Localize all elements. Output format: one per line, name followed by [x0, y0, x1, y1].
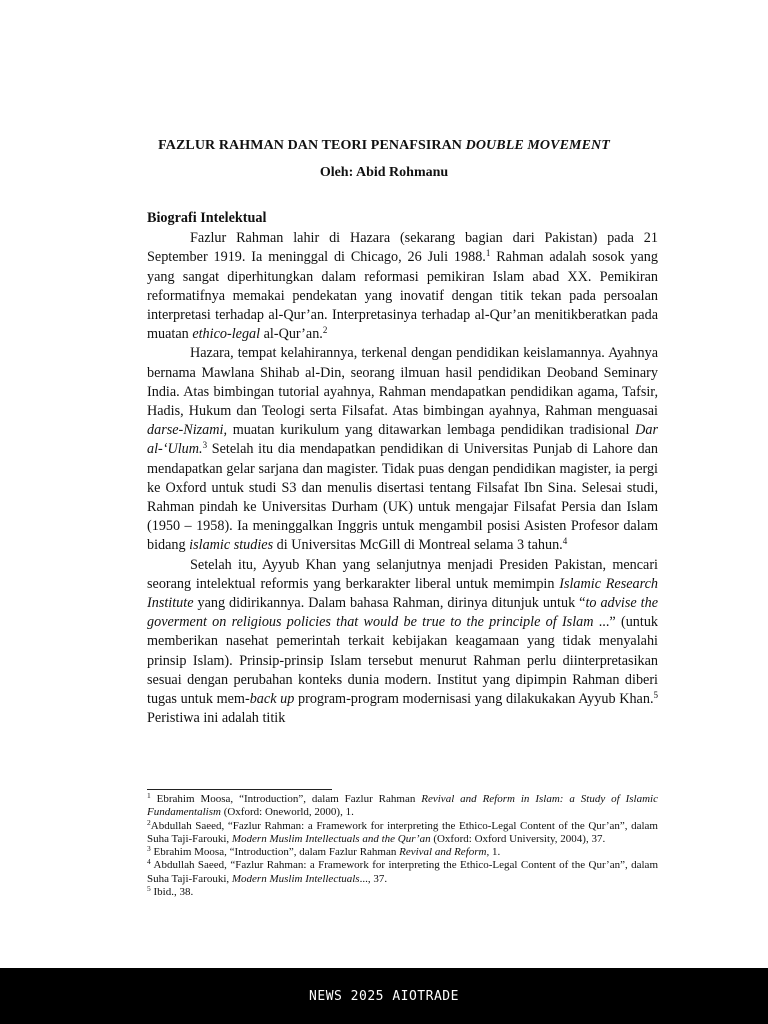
- footnote-3: $^3$ Ebrahim Moosa, “Introduction”, dalam Fazlur Rahman Revival and Reform, 1.: [147, 844, 501, 859]
- banner-text: NEWS 2025 AIOTRADE: [309, 988, 459, 1004]
- paper-title: FAZLUR RAHMAN DAN TEORI PENAFSIRAN DOUBLE MOVEMENT: [158, 138, 610, 153]
- footnote-ref-3: 3: [202, 440, 208, 451]
- paper-body: [147, 209, 658, 728]
- footnote-ref-2: 2: [322, 325, 328, 336]
- paragraph-2: Hazara, tempat kelahirannya, terkenal dengan pendidikan keislamannya. Ayahnya bernama Mawlana Shihab al-Din, seorang ilmuan hasil pendidikan Deoband Seminary India. Atas bimbingan tutorial ayahnya, Rahman mendapatkan pendidikan agama, Tafsir, Hadis, Hukum dan Teologi serta Filsafat. Atas bimbingan ayahnya, Rahman menguasai darse-Nizami, muatan kurikulum yang ditawarkan lembaga pendidikan tradisional Dar al-‘Ulum.$^3$ Setelah itu dia mendapatkan pendidikan di Universitas Punjab di Lahore dan mendapatkan gelar sarjana dan magister. Tidak puas dengan pendidikan magister, ia pergi ke Oxford untuk studi S3 dan menulis disertasi tentang Filsafat Ibn Sina. Selesai studi, Rahman pindah ke Universitas Durham (UK) untuk mengajar Filsafat Persia dan Islam (1950 – 1958). Ia meninggalkan Inggris untuk mengambil posisi Asisten Profesor dalam bidang islamic studies di Universitas McGill di Montreal selama 3 tahun.$^4$: [147, 345, 658, 554]
- footnote-4: $^4$ Abdullah Saeed, “Fazlur Rahman: a Framework for interpreting the Ethico-Legal Content of the Qur’an”, dalam Suha Taji-Farouki, Modern Muslim Intellectuals..., 37.: [147, 857, 658, 885]
- footnote-1: $^1$ Ebrahim Moosa, “Introduction”, dalam Fazlur Rahman Revival and Reform in Islam: a Study of Islamic Fundamentalism (Oxford: Oneworld, 2000), 1.: [147, 791, 658, 819]
- footnote-ref-5: 5: [653, 690, 658, 701]
- footnote-ref-4: 4: [562, 536, 568, 547]
- paragraph-1: Fazlur Rahman lahir di Hazara (sekarang bagian dari Pakistan) pada 21 September 1919. Ia meninggal di Chicago, 26 Juli 1988.$^1$ Rahman adalah sosok yang yang sangat diperhitungkan dalam reformasi pemikiran Islam abad XX. Pemikiran reformatifnya memakai pendekatan yang inovatif dengan titik tekan pada persoalan interpretasi terhadap al-Qur’an. Interpretasinya terhadap al-Qur’an menitikberatkan pada muatan ethico-legal al-Qur’an.$^2$: [147, 230, 658, 343]
- footnote-ref-1: 1: [485, 248, 491, 259]
- footnote-2: $^2$Abdullah Saeed, “Fazlur Rahman: a Framework for interpreting the Ethico-Legal Content of the Qur’an”, dalam Suha Taji-Farouki, Modern Muslim Intellectuals and the Qur’an (Oxford: Oxford University, 2004), 37.: [147, 817, 658, 845]
- bottom-banner: [0, 968, 768, 1024]
- footnotes: [147, 793, 658, 899]
- author-line: Oleh: Abid Rohmanu: [319, 165, 449, 180]
- footnote-5: $^5$ Ibid., 38.: [147, 884, 194, 899]
- footnote-divider: [147, 789, 332, 790]
- section-heading: Biografi Intelektual: [147, 210, 267, 226]
- paragraph-3: Setelah itu, Ayyub Khan yang selanjutnya menjadi Presiden Pakistan, mencari seorang intelektual reformis yang berkarakter liberal untuk memimpin Islamic Research Institute yang didirikannya. Dalam bahasa Rahman, dirinya ditunjuk untuk “to advise the goverment on religious policies that would be true to the principle of Islam ...” (untuk memberikan nasehat pemerintah terkait kebijakan keagamaan yang tidak menyalahi prinsip Islam). Prinsip-prinsip Islam tersebut menurut Rahman perlu diinterpretasikan sesuai dengan perubahan konteks dunia modern. Institut yang dipimpin Rahman diberi tugas untuk mem-back up program-program modernisasi yang dilakukakan Ayyub Khan.$^5$ Peristiwa ini adalah titik: [147, 556, 659, 727]
